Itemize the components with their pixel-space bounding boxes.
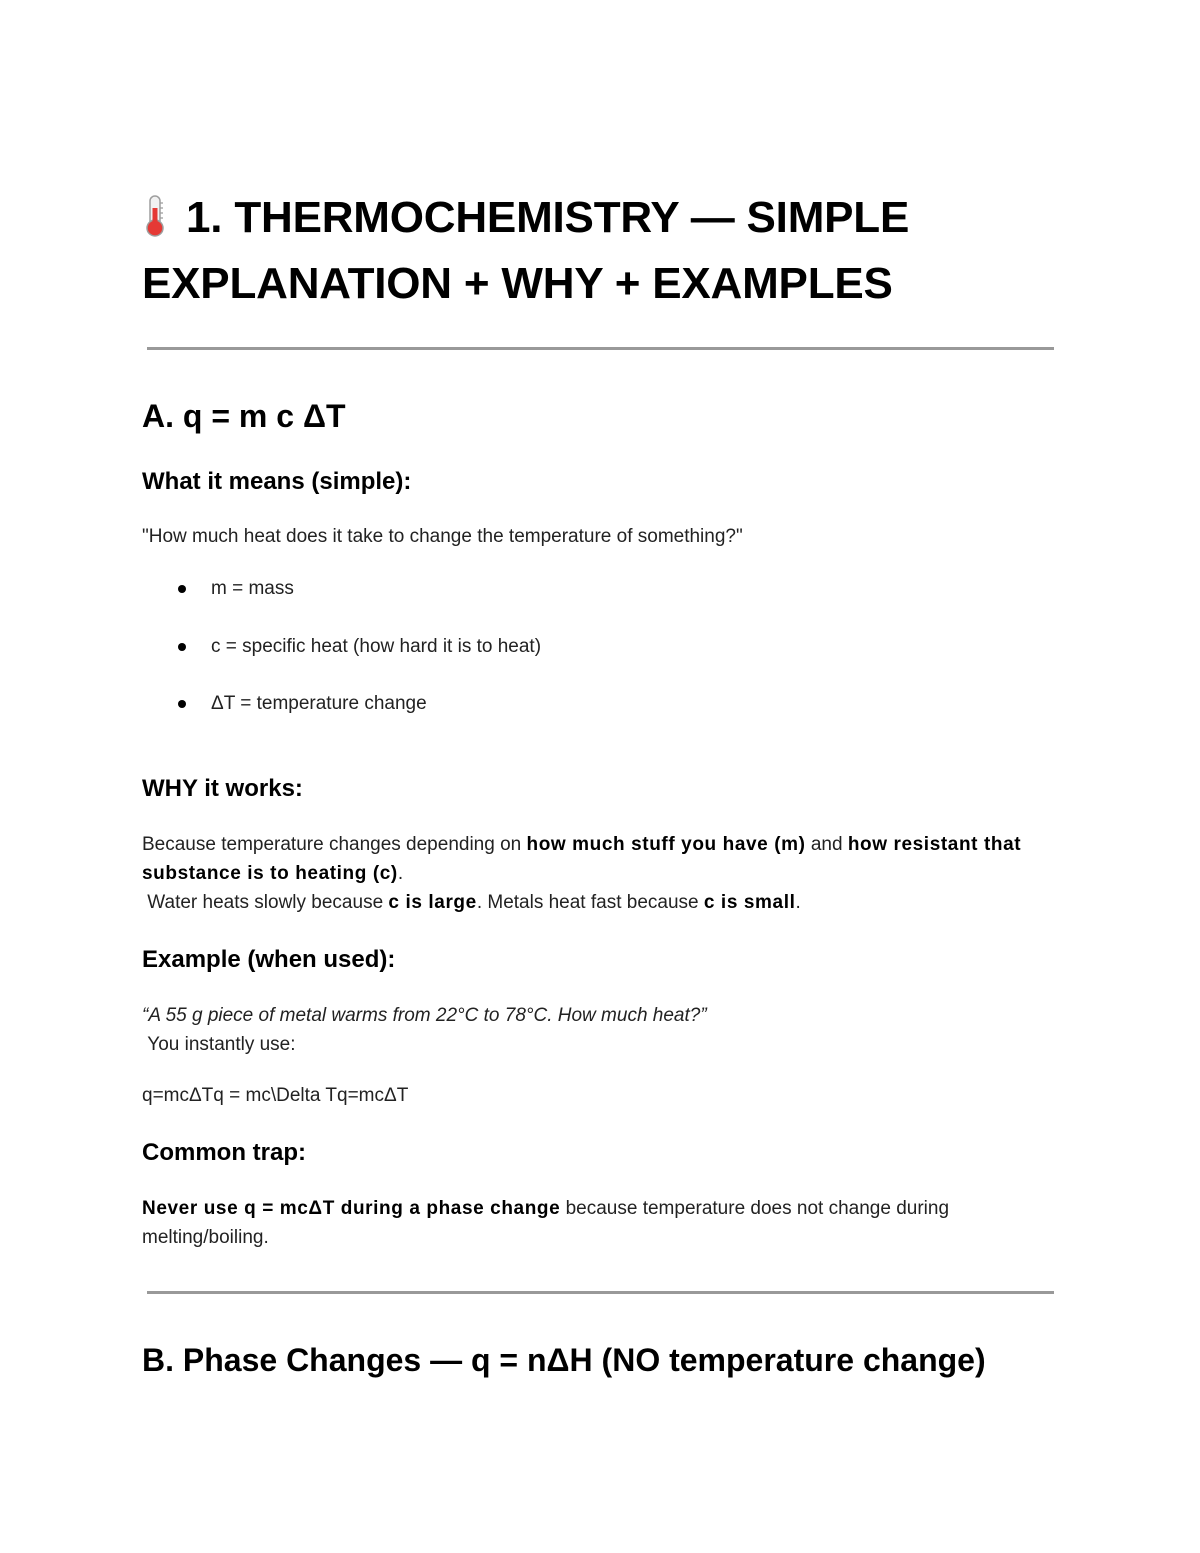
divider [147,1291,1054,1294]
means-quote: "How much heat does it take to change the temperature of something?" [142,526,743,547]
means-heading: What it means (simple): [142,468,412,495]
section-a-heading: A. q = m c ΔT [142,398,346,434]
page-title [142,188,1072,314]
page-title-text: 1. THERMOCHEMISTRY — SIMPLE EXPLANATION + WHY + EXAMPLES [142,193,910,308]
thermometer-icon [142,194,168,254]
example-formula: q=mcΔTq = mc\Delta Tq=mcΔT [142,1085,409,1106]
trap-heading: Common trap: [142,1139,306,1166]
example-quote: “A 55 g piece of metal warms from 22°C to 78°C. How much heat?” [142,1005,707,1026]
bullet-specific-heat: c = specific heat (how hard it is to heat) [211,636,542,657]
example-paragraph [142,1001,1062,1059]
example-line: You instantly use: [147,1034,296,1055]
bullet-delta-t: ΔT = temperature change [211,693,427,714]
why-heading: WHY it works: [142,775,303,802]
bullet-icon [178,643,186,651]
trap-paragraph: Never use q = mcΔT during a phase change because temperature does not change during melting/boiling. [142,1198,950,1248]
why-paragraph: Because temperature changes depending on how much stuff you have (m) and how resistant that substance is to heating (c). Water heats slowly because c is large. Metals heat fast because c is small. [142,834,1022,913]
bullet-mass: m = mass [211,578,294,599]
divider [147,347,1054,350]
bullet-icon [178,585,186,593]
bullet-icon [178,700,186,708]
section-b-heading: B. Phase Changes — q = nΔH (NO temperature change) [142,1342,986,1378]
example-heading: Example (when used): [142,946,396,973]
